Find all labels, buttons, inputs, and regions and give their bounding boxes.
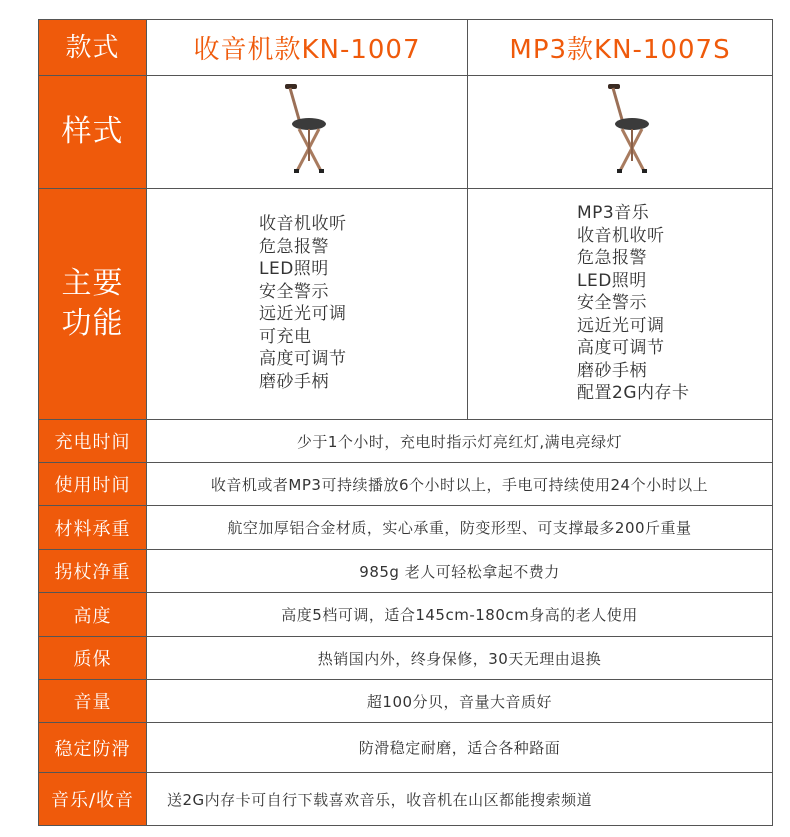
spec-row-warranty <box>39 637 772 680</box>
model2-features-cell <box>468 189 772 419</box>
functions-row <box>39 189 772 420</box>
spec-value: 热销国内外，终身保修，30天无理由退换 <box>317 649 602 668</box>
model2-image-cell <box>468 76 772 188</box>
spec-value: 高度5档可调，适合145cm-180cm身高的老人使用 <box>281 606 638 624</box>
feature-item: 收音机收听 <box>259 214 347 234</box>
header-label: 款式 <box>39 20 147 75</box>
model2-name: MP3款KN-1007S <box>509 35 731 65</box>
spec-row-volume <box>39 680 772 723</box>
spec-value: 航空加厚铝合金材质，实心承重，防变形型、可支撑最多200斤重量 <box>227 519 692 537</box>
header-row <box>39 20 772 76</box>
feature-item: 安全警示 <box>577 293 647 313</box>
spec-label: 质保 <box>39 637 147 679</box>
model1-name: 收音机款KN-1007 <box>147 20 468 75</box>
spec-label: 充电时间 <box>39 420 147 462</box>
model1-feature-list <box>259 213 347 393</box>
seat-cane-image <box>277 83 337 181</box>
spec-value: 送2G内存卡可自行下载喜欢音乐，收音机在山区都能搜索频道 <box>167 790 593 809</box>
spec-value: 防滑稳定耐磨，适合各种路面 <box>358 739 561 757</box>
spec-row-material <box>39 506 772 550</box>
spec-label: 使用时间 <box>39 463 147 505</box>
feature-item: 磨砂手柄 <box>577 360 647 381</box>
spec-label: 材料承重 <box>39 506 147 549</box>
spec-label: 拐杖净重 <box>39 550 147 592</box>
functions-label-line2: 功能 <box>61 306 124 341</box>
model1-image-cell <box>147 76 468 188</box>
seat-cane-image <box>600 83 660 181</box>
feature-item: 配置2G内存卡 <box>577 383 690 403</box>
feature-item: LED照明 <box>577 270 647 291</box>
spec-row-height <box>39 593 772 637</box>
spec-label: 高度 <box>39 593 147 636</box>
spec-row-anti-slip <box>39 723 772 773</box>
spec-label: 稳定防滑 <box>39 723 147 772</box>
feature-item: 收音机收听 <box>577 225 665 246</box>
functions-label-line1: 主要 <box>61 266 124 301</box>
feature-item: 安全警示 <box>259 281 329 302</box>
spec-value: 985g 老人可轻松拿起不费力 <box>359 562 560 581</box>
feature-item: 可充电 <box>259 326 312 347</box>
feature-item: 危急报警 <box>577 248 647 268</box>
feature-item: 高度可调节 <box>577 338 665 358</box>
functions-label <box>39 189 147 419</box>
style-label: 样式 <box>39 76 147 188</box>
spec-table <box>38 19 773 826</box>
spec-value: 少于1个小时，充电时指示灯亮红灯,满电亮绿灯 <box>296 432 623 451</box>
spec-row-usage-time <box>39 463 772 506</box>
model1-features-cell <box>147 189 468 419</box>
feature-item: 危急报警 <box>259 236 329 257</box>
spec-row-weight <box>39 550 772 593</box>
feature-item: MP3音乐 <box>577 203 650 223</box>
feature-item: 高度可调节 <box>259 349 347 369</box>
spec-row-charge-time <box>39 420 772 463</box>
spec-value: 收音机或者MP3可持续播放6个小时以上，手电可持续使用24个小时以上 <box>210 475 709 494</box>
spec-row-music-radio <box>39 773 772 825</box>
feature-item: 磨砂手柄 <box>259 371 329 392</box>
spec-label: 音量 <box>39 680 147 722</box>
style-row <box>39 76 772 189</box>
model2-feature-list <box>577 202 690 405</box>
feature-item: 远近光可调 <box>259 304 347 324</box>
spec-label: 音乐/收音 <box>39 773 147 825</box>
feature-item: 远近光可调 <box>577 315 665 336</box>
spec-value: 超100分贝，音量大音质好 <box>366 692 553 711</box>
feature-item: LED照明 <box>259 259 329 279</box>
